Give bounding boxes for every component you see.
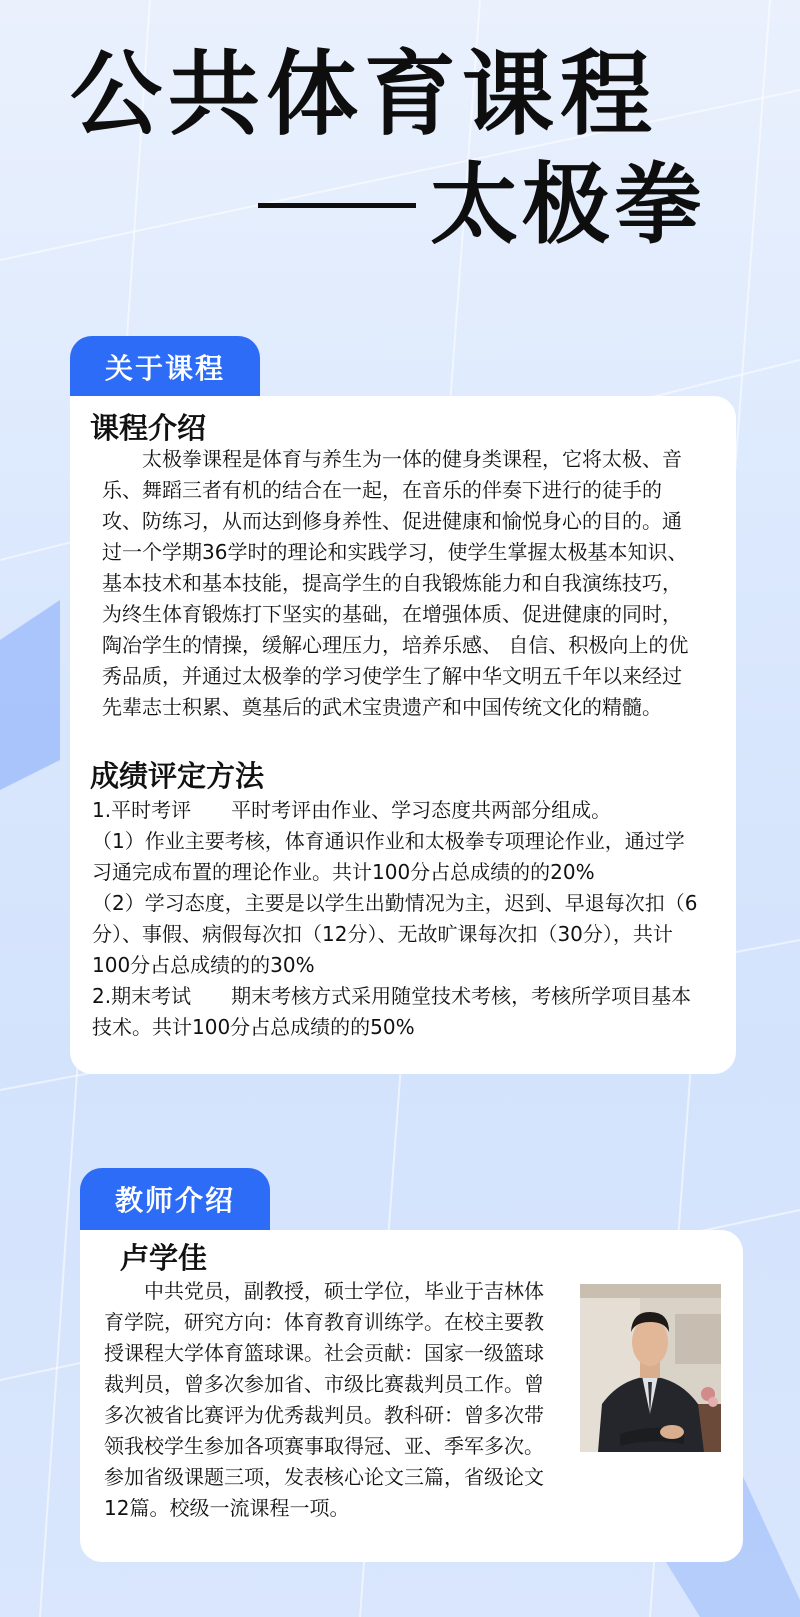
teacher-bio-section xyxy=(104,1276,558,1524)
teacher-portrait-image xyxy=(580,1284,721,1452)
title-dash xyxy=(258,203,416,208)
course-intro-text: 太极拳课程是体育与养生为一体的健身类课程，它将太极、音乐、舞蹈三者有机的结合在一起，在音乐的伴奏下进行的徒手的攻、防练习，从而达到修身养性、促进健康和愉悦身心的目的。通过一个学期36学时的理论和实践学习，使学生掌握太极基本知识、基本技术和基本技能，提高学生的自我锻炼能力和自我演练技巧，为终生体育锻炼打下坚实的基础，在增强体质、促进健康的同时，陶冶学生的情操，缓解心理压力，培养乐感、 自信、积极向上的优秀品质，并通过太极拳的学习使学生了解中华文明五千年以来经过先辈志士积累、奠基后的武术宝贵遗产和中国传统文化的精髓。 xyxy=(102,447,689,719)
subtitle-text: 太极拳 xyxy=(430,153,707,256)
course-intro-section xyxy=(102,444,700,723)
grading-line-4: 2.期末考试 期末考核方式采用随堂技术考核，考核所学项目基本技术。共计100分占总成绩的的50% xyxy=(92,984,692,1039)
course-intro-heading: 课程介绍 xyxy=(90,411,207,445)
grading-line-3: （2）学习态度，主要是以学生出勤情况为主，迟到、早退每次扣（6分）、事假、病假每次扣（12分）、无故旷课每次扣（30分），共计100分占总成绩的的30% xyxy=(92,891,698,977)
page-title: 公共体育课程 xyxy=(70,41,659,148)
teacher-photo xyxy=(580,1284,721,1452)
grading-line-1: 1.平时考评 平时考评由作业、学习态度共两部分组成。 xyxy=(92,798,612,822)
grading-line-2: （1）作业主要考核，体育通识作业和太极拳专项理论作业，通过学习通完成布置的理论作业。共计100分占总成绩的的20% xyxy=(92,829,685,884)
teacher-name: 卢学佳 xyxy=(120,1241,208,1275)
grading-section xyxy=(92,795,704,1043)
tab-teacher-intro: 教师介绍 xyxy=(80,1168,270,1230)
page-subtitle xyxy=(258,155,706,255)
tab-about-course: 关于课程 xyxy=(70,336,260,398)
teacher-bio: 中共党员，副教授，硕士学位，毕业于吉林体育学院，研究方向：体育教育训练学。在校主要教授课程大学体育篮球课。社会贡献：国家一级篮球裁判员，曾多次参加省、市级比赛裁判员工作。曾多次被省比赛评为优秀裁判员。教科研：曾多次带领我校学生参加各项赛事取得冠、亚、季军多次。参加省级课题三项，发表核心论文三篇，省级论文12篇。校级一流课程一项。 xyxy=(104,1279,544,1520)
grading-heading: 成绩评定方法 xyxy=(90,759,265,793)
